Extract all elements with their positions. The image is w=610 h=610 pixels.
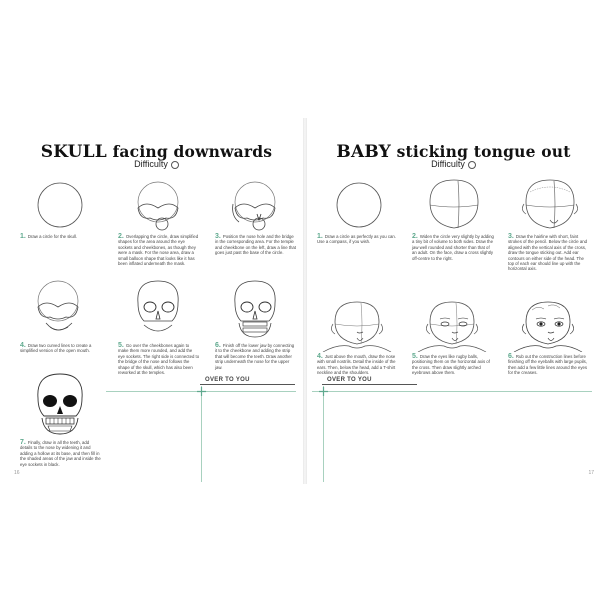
- step-number: 6.: [508, 353, 514, 360]
- baby-step-6: [508, 300, 590, 376]
- skull-step-6: [215, 275, 297, 370]
- skull-step-3-drawing: [215, 178, 297, 232]
- baby-step-1: [317, 178, 399, 245]
- title-big: BABY: [336, 142, 391, 162]
- step-number: 7.: [20, 439, 26, 446]
- baby-step-2-drawing: [412, 178, 494, 232]
- step-number: 2.: [118, 233, 124, 240]
- step-text: Go over the cheekbones again to make them more rounded, and add the eye sockets. The right side is connected to the bridge of the nose and follows the shape of the skull, which has also been reworked at the temples.: [118, 343, 200, 376]
- step-text: Draw the hairline with short, faint strokes of the pencil. Below the circle and aligned with the vertical axis of the cross, draw the tongue sticking out. Add ear contours on either side of the head. The top of each ear should line up with the horizontal axis.: [508, 234, 588, 272]
- step-number: 1.: [317, 233, 323, 240]
- step-number: 6.: [215, 342, 221, 349]
- over-to-you-rule: [200, 384, 295, 385]
- baby-step-1-drawing: [317, 178, 399, 232]
- over-to-you-label-right: OVER TO YOU: [327, 377, 372, 383]
- title-rest: sticking tongue out: [390, 142, 571, 161]
- baby-step-6-drawing: [508, 300, 590, 352]
- crosshair-icon: [197, 387, 206, 396]
- step-text: Draw two curved lines to create a simplified version of the open mouth.: [20, 343, 92, 354]
- step-text: Finish off the lower jaw by connecting it to the cheekbone and adding the strip that will become the teeth. Draw another strip underneath the nose for the upper jaw.: [215, 343, 295, 370]
- step-number: 4.: [20, 342, 26, 349]
- title-big: SKULL: [40, 142, 107, 162]
- skull-step-5-drawing: [118, 275, 200, 341]
- step-text: Overlapping the circle, draw simplified shapes for the area around the eye sockets and cheekbones, as though they were a mask. For the nose area, draw a small balloon shape that looks like it has been inflated underneath the mask.: [118, 234, 199, 267]
- difficulty-right: [307, 159, 600, 169]
- page-number-left: 16: [14, 470, 20, 476]
- skull-step-3: [215, 178, 297, 256]
- step-number: 2.: [412, 233, 418, 240]
- guide-vertical: [323, 386, 324, 482]
- skull-step-2: [118, 178, 200, 266]
- skull-step-5: [118, 275, 200, 375]
- baby-step-2: [412, 178, 494, 261]
- skull-step-7-drawing: [20, 368, 102, 438]
- title-rest: facing downwards: [106, 142, 273, 161]
- difficulty-left: [10, 159, 303, 169]
- difficulty-label: Difficulty: [134, 159, 168, 169]
- over-to-you-label-left: OVER TO YOU: [205, 377, 250, 383]
- baby-step-3-drawing: [508, 178, 590, 232]
- baby-step-4-drawing: [317, 300, 399, 352]
- baby-step-5-drawing: [412, 300, 494, 352]
- crosshair-icon: [319, 387, 328, 396]
- step-number: 4.: [317, 353, 323, 360]
- step-text: Finally, draw in all the teeth, add details to the nose by widening it and adding a hollow at its base, and then fill in the shaded areas of the jaw and inside the eye sockets in black.: [20, 440, 101, 467]
- skull-step-2-drawing: [118, 178, 200, 232]
- skull-step-1-drawing: [20, 178, 102, 232]
- difficulty-dot-icon: [171, 161, 179, 169]
- over-to-you-rule: [322, 384, 417, 385]
- skull-step-6-drawing: [215, 275, 297, 341]
- step-text: Draw the eyes like rugby balls, positioning them on the horizontal axis of the cross. Then draw slightly arched eyebrows above them.: [412, 354, 490, 376]
- skull-step-4-drawing: [20, 275, 102, 341]
- guide-horizontal: [312, 391, 592, 392]
- skull-step-7: [20, 368, 102, 467]
- skull-step-1: [20, 178, 102, 239]
- step-number: 1.: [20, 233, 26, 240]
- step-text: Draw a circle for the skull.: [27, 234, 78, 239]
- step-number: 3.: [508, 233, 514, 240]
- difficulty-label: Difficulty: [431, 159, 465, 169]
- left-page: [10, 120, 303, 482]
- step-text: Widen the circle very slightly by adding a tiny bit of volume to both sides. Draw the jaw well rounded and shorter than that of an adult. On the face, draw a cross slightly off-centre to the right.: [412, 234, 494, 261]
- step-text: Just above the mouth, draw the nose with small nostrils. Detail the inside of the ears. Then, below the head, add a T-shirt neckline and the shoulders.: [317, 354, 396, 376]
- step-number: 3.: [215, 233, 221, 240]
- baby-step-3: [508, 178, 590, 272]
- difficulty-dot-icon: [468, 161, 476, 169]
- skull-step-4: [20, 275, 102, 354]
- baby-step-5: [412, 300, 494, 376]
- guide-vertical: [201, 386, 202, 482]
- right-page: [307, 120, 600, 482]
- step-text: Draw a circle as perfectly as you can. Use a compass, if you wish.: [317, 234, 397, 245]
- page-number-right: 17: [588, 470, 594, 476]
- baby-step-4: [317, 300, 399, 376]
- step-text: Rub out the construction lines before finishing off the eyeballs with large pupils, then add a few little lines around the eyes for the creases.: [508, 354, 588, 376]
- step-text: Position the nose hole and the bridge in the corresponding area. For the temple and cheekbone on the left, draw a line that goes just past the base of the circle.: [215, 234, 296, 256]
- step-number: 5.: [412, 353, 418, 360]
- step-number: 5.: [118, 342, 124, 349]
